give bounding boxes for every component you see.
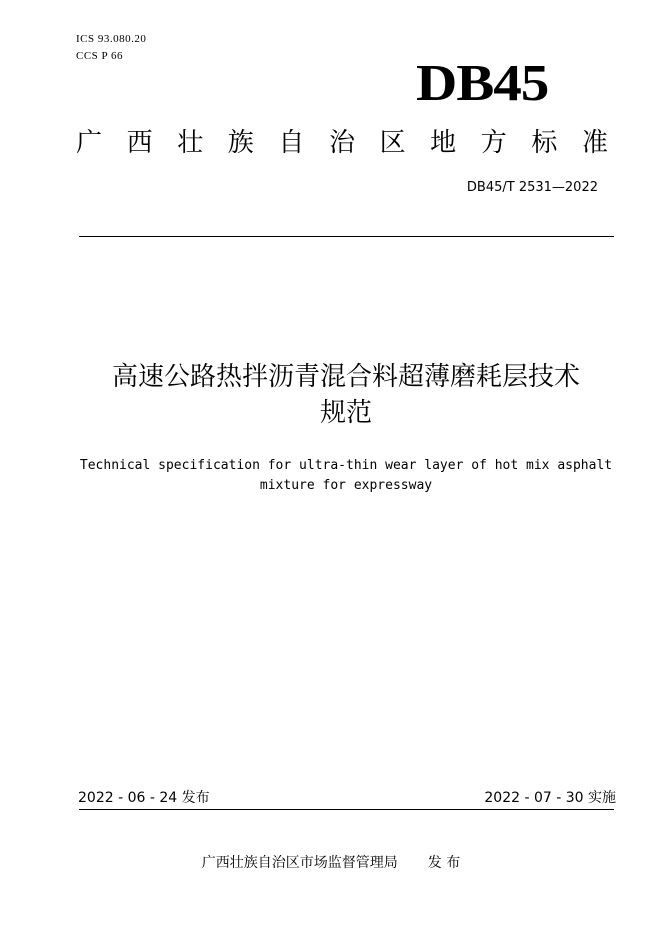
standard-type-char: 地 — [430, 128, 457, 158]
standard-type-char: 壮 — [177, 128, 204, 158]
english-title-line-1: Technical specification for ultra-thin wear layer of hot mix asphalt — [79, 458, 613, 473]
standard-type-char: 准 — [581, 128, 608, 158]
chinese-title-line-1: 高速公路热拌沥青混合料超薄磨耗层技术 — [111, 362, 580, 392]
implementation-date: 2022 - 07 - 30 实施 — [484, 790, 616, 806]
standard-type-char: 广 — [76, 128, 103, 158]
ics-code: ICS 93.080.20 — [76, 33, 147, 45]
ccs-code: CCS P 66 — [76, 50, 124, 62]
english-title — [60, 456, 632, 496]
standard-type-char: 自 — [278, 128, 305, 158]
issuer-action: 发 布 — [427, 855, 461, 871]
english-title-line-2: mixture for expressway — [259, 478, 433, 493]
standard-type-char: 区 — [379, 128, 406, 158]
db45-logo: DB45 — [416, 55, 549, 112]
standard-type-char: 西 — [126, 128, 153, 158]
standard-number: DB45/T 2531—2022 — [466, 180, 598, 195]
standard-type-heading — [76, 127, 608, 159]
chinese-title-line-2: 规范 — [319, 398, 372, 428]
standard-type-char: 治 — [328, 128, 355, 158]
issue-date: 2022 - 06 - 24 发布 — [78, 790, 210, 806]
standard-type-char: 族 — [227, 128, 254, 158]
footer-divider — [79, 809, 614, 810]
standard-type-char: 方 — [480, 128, 507, 158]
issuer-line — [0, 854, 662, 872]
chinese-title — [60, 359, 632, 431]
issuer-name: 广西壮族自治区市场监督管理局 — [201, 855, 398, 871]
standard-type-char: 标 — [531, 128, 558, 158]
header-divider — [79, 236, 614, 237]
